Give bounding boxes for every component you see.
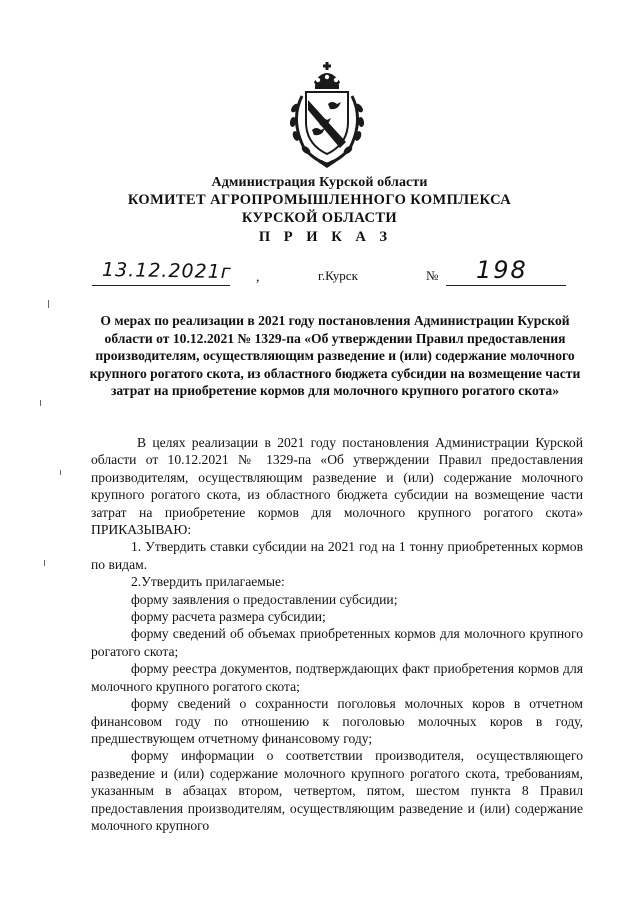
number-sign: № (426, 268, 439, 283)
scan-mark (40, 400, 41, 406)
order-date: 13.12.2021г (101, 258, 232, 284)
item-1: 1. Утвердить ставки субсидии на 2021 год на 1 тонну приобретенных кормов по видам. (91, 539, 583, 572)
order-number: 198 (476, 256, 528, 284)
city-label: г.Курск (318, 268, 358, 283)
intro-paragraph: В целях реализации в 2021 году постановления Администрации Курской области от 10.12.2021 № 1329-па «Об утверждении Правил предоставления производителям, осуществляющим разведение и (или) содержание молочного крупного рогатого скота, из областного бюджета субсидии на возмещение части затрат на приобретение кормов для молочного крупного рогатого скота» ПРИКАЗЫВАЮ: (91, 435, 583, 538)
number-underline (446, 285, 566, 286)
administration-title: Администрация Курской области (211, 175, 428, 190)
form-item: форму заявления о предоставлении субсидии; (131, 591, 398, 607)
date-underline (92, 285, 230, 286)
coat-of-arms-icon (282, 60, 372, 172)
document-type: П Р И К А З (258, 229, 393, 245)
form-item: форму сведений об объемах приобретенных кормов для молочного крупного рогатого скота; (91, 626, 583, 659)
committee-title: КОМИТЕТ АГРОПРОМЫШЛЕННОГО КОМПЛЕКСА (127, 192, 512, 208)
form-item: форму реестра документов, подтверждающих факт приобретения кормов для молочного крупного рогатого скота; (91, 661, 583, 694)
order-title: О мерах по реализации в 2021 году постановления Администрации Курской области от 10.12.2021 № 1329-па «Об утверждении Правил предоставления производителям, осуществляющим разведение и (или) содержание молочного крупного рогатого скота, из областного бюджета субсидии на возмещение части затрат на приобретение кормов для молочного крупного рогатого скота» (89, 313, 581, 399)
scan-mark (44, 560, 45, 566)
date-comma: , (256, 270, 260, 285)
order-body (91, 434, 583, 834)
form-item: форму расчета размера субсидии; (131, 609, 326, 625)
form-item: форму информации о соответствии производителя, осуществляющего разведение и (или) содержание молочного крупного рогатого скота, требованиям, указанным в абзацах втором, четвертом, пятом, шестом пункта 8 Правил предоставления производителям, осуществляющим разведение и (или) содержание молочного крупного (91, 748, 583, 833)
form-item: форму сведений о сохранности поголовья молочных коров в отчетном финансовом году по отношению к поголовью молочных коров в году, предшествующем отчетному финансовому году; (91, 696, 583, 746)
region-title: КУРСКОЙ ОБЛАСТИ (241, 210, 398, 226)
scan-mark (60, 470, 61, 475)
scan-mark (48, 300, 49, 308)
item-2: 2.Утвердить прилагаемые: (131, 574, 285, 590)
